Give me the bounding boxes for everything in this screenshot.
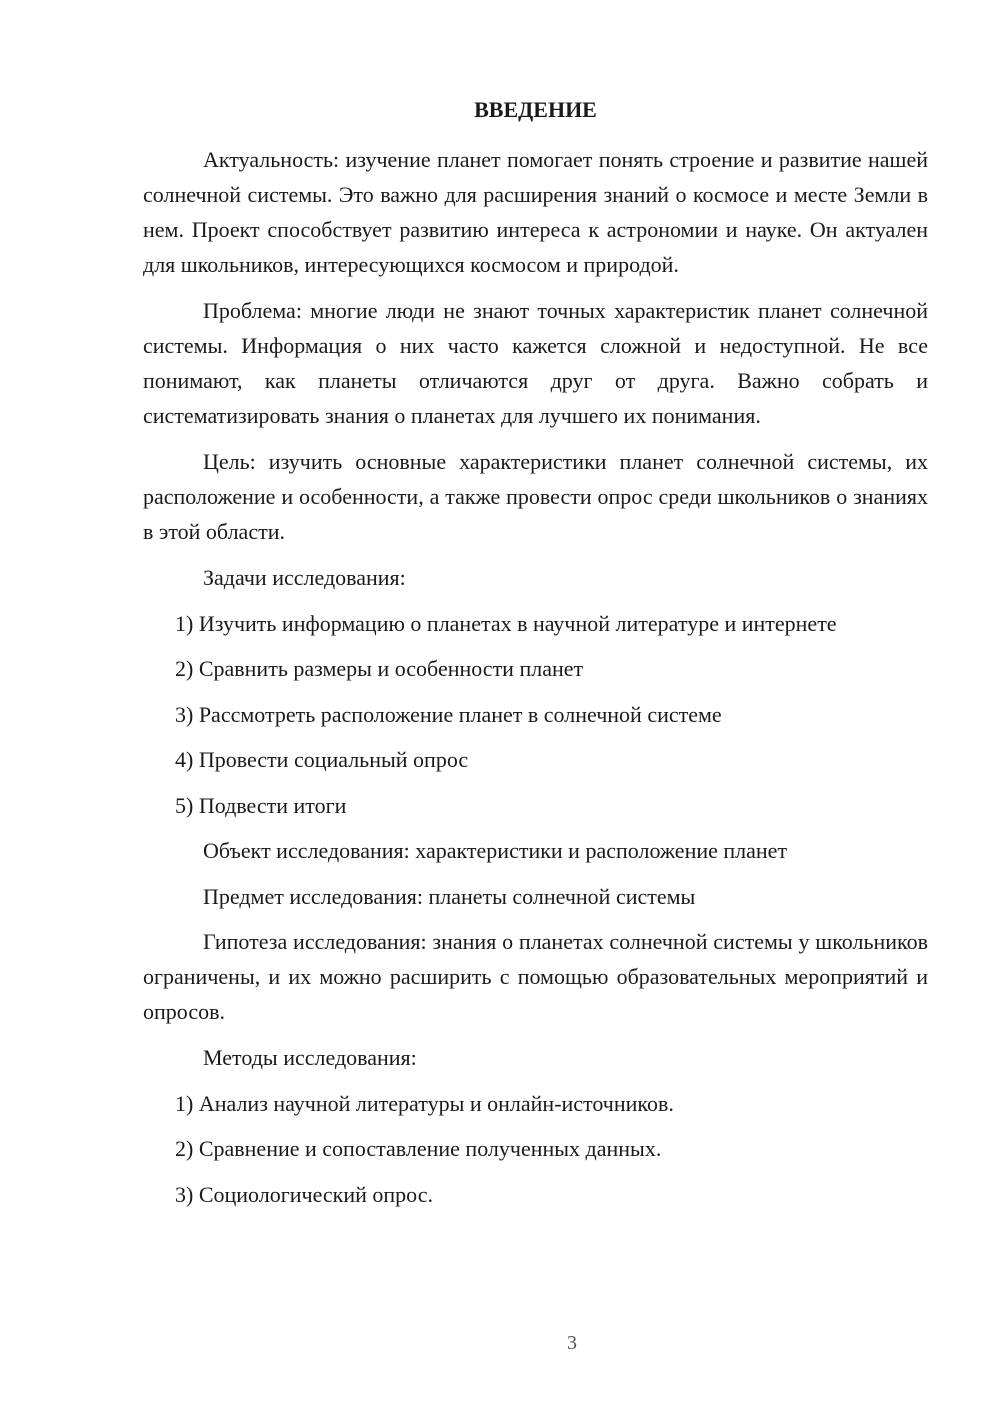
tasks-title: Задачи исследования: — [203, 565, 406, 590]
list-item: 3) Социологический опрос. — [175, 1181, 433, 1207]
hypothesis-paragraph: Гипотеза исследования: знания о планетах солнечной системы у школьников ограничены, и их можно расширить с помощью образовательных мероприятий и опросов. — [143, 929, 928, 1024]
list-item: 1) Изучить информацию о планетах в научной литературе и интернете — [175, 610, 837, 636]
page-number: 3 — [567, 1332, 577, 1354]
document-page — [143, 92, 928, 1222]
problem-paragraph: Проблема: многие люди не знают точных характеристик планет солнечной системы. Информация о них часто кажется сложной и недоступной. Не все понимают, как планеты отличаются друг от друга. Важно собрать и систематизировать знания о планетах для лучшего их понимания. — [143, 298, 928, 428]
list-item: 2) Сравнение и сопоставление полученных данных. — [175, 1136, 662, 1161]
list-item: 2) Сравнить размеры и особенности планет — [175, 656, 584, 681]
list-item: 5) Подвести итоги — [175, 792, 347, 818]
section-heading: ВВЕДЕНИЕ — [474, 97, 597, 122]
methods-list — [143, 1086, 928, 1212]
list-item: 3) Рассмотреть расположение планет в солнечной системе — [175, 701, 722, 727]
relevance-paragraph: Актуальность: изучение планет помогает понять строение и развитие нашей солнечной системы. Это важно для расширения знаний о космосе и месте Земли в нем. Проект способствует развитию интереса к астрономии и науке. Он актуален для школьников, интересующихся космосом и природой. — [143, 147, 928, 277]
goal-paragraph: Цель: изучить основные характеристики планет солнечной системы, их расположение и особенности, а также провести опрос среди школьников о знаниях в этой области. — [143, 449, 928, 544]
list-item: 4) Провести социальный опрос — [175, 747, 469, 772]
research-subject: Предмет исследования: планеты солнечной системы — [203, 883, 696, 909]
methods-title: Методы исследования: — [203, 1045, 417, 1070]
research-object: Объект исследования: характеристики и расположение планет — [203, 838, 788, 863]
list-item: 1) Анализ научной литературы и онлайн-источников. — [175, 1090, 674, 1116]
tasks-list — [143, 606, 928, 823]
